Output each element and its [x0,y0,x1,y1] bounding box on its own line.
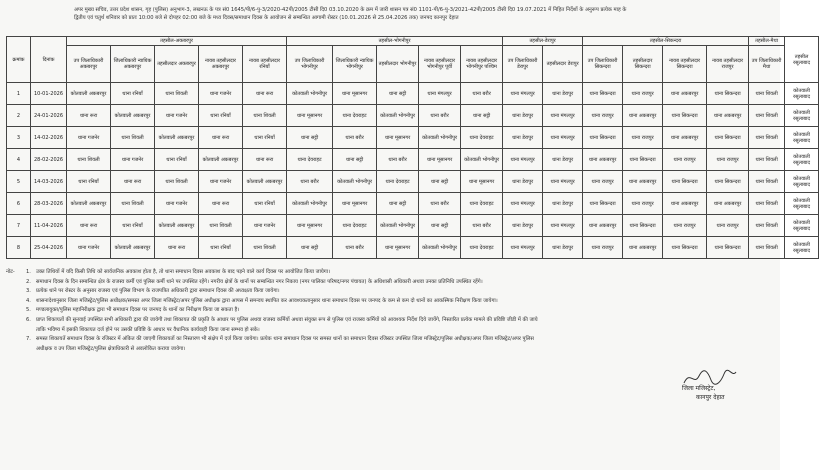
station-cell: थाना शिवली [749,83,785,105]
station-cell: कोतवाली अकबरपुर [155,127,199,149]
station-cell: थाना मंगलपुर [543,105,583,127]
station-cell: थाना रूरा [155,237,199,259]
station-cell: थाना रूरा [243,149,287,171]
station-cell: थाना शिवली [155,83,199,105]
station-cell: थाना शिवली [749,149,785,171]
station-cell: थाना मूसानगर [333,193,377,215]
note-item [26,335,772,345]
station-cell: थाना डेरापुर [503,215,543,237]
sub-header-cell: जिलाधिकारी न्यायिक भोगनीपुर [333,46,377,83]
station-cell: थाना शिवली [749,237,785,259]
note-number: 4. [26,297,31,304]
station-cell: थाना डेरापुर [503,105,543,127]
serial-cell: 1 [7,83,31,105]
note-item [26,278,772,288]
station-cell: थाना सिकन्दरा [707,83,749,105]
note-text: मण्डलायुक्त/पुलिस महानिरीक्षक द्वारा भी समाधान दिवस पर जनपद के थानों का निरीक्षण किया जा सकता है। [36,307,240,314]
col-header-serial: क्रमांक [7,37,31,83]
notes-section [6,268,772,354]
note-text: प्रत्येक थाने पर रोस्टर के अनुसार राजस्व एवं पुलिस विभाग के राजपत्रित अधिकारी द्वारा समाधान दिवस की अध्यक्षता किया जायेगा। [36,288,280,295]
note-item [26,268,772,278]
station-cell: थाना देवराहट [287,149,333,171]
station-cell: थाना अकबरपुर [663,193,707,215]
note-text: समस्त शिकायतें समाधान दिवस के रजिस्टर में अंकित की जाएगी शिकायतों का निस्तारण भी संक्षेप में दर्ज किया जायेगा। प्रत्येक थाना समाधान दिवस पर समस्त थानों का समाधान दिवस रजिस्टर उपस्थित जिला मजिस्ट्रेट/पुलिस अधीक्षक/अपर जिला मजिस्ट्रेट/अपर पुलिस [36,336,534,343]
sub-header-cell: तहसीलदार अकबरपुर [155,46,199,83]
header-line-2: द्वितीय एवं चतुर्थ शनिवार को प्रातः 10:00 बजे से दोपहर 02:00 बजे के मध्य दिवस/समाधान दिवस के आयोजन से सम्बन्धित आगामी रोस्टर (10.01.2026 से 25.04.2026 तक) जनपद कानपुर देहात [74,15,459,21]
date-cell: 11-04-2026 [31,215,67,237]
station-cell: कोतवाली रसूलाबाद [785,127,819,149]
date-cell: 10-01-2026 [31,83,67,105]
station-cell: थाना मंगलपुर [503,149,543,171]
date-cell: 14-03-2026 [31,171,67,193]
station-cell: थाना सिकन्दरा [663,105,707,127]
station-cell: थाना अकबरपुर [623,171,663,193]
station-cell: थाना डेरापुर [503,171,543,193]
station-cell: थाना मंगलपुर [543,215,583,237]
date-cell: 28-03-2026 [31,193,67,215]
station-cell: थाना बरौर [333,127,377,149]
note-text: अधीक्षक व उप जिला मजिस्ट्रेट/पुलिस क्षेत्राधिकारी से अवलोकित कराया जायेगा। [36,345,186,352]
station-cell: थाना मूसानगर [419,149,461,171]
station-cell: थाना रनियाँ [67,171,111,193]
sub-header-cell: तहसीलदार भोगनीपुर [377,46,419,83]
station-cell: थाना सिकन्दरा [623,215,663,237]
table-row [7,193,819,215]
station-cell: थाना गजनेर [67,127,111,149]
station-cell: कोतवाली रसूलाबाद [785,215,819,237]
station-cell: थाना डेरापुर [543,149,583,171]
signature-scribble-icon [680,368,740,388]
station-cell: थाना सिकन्दरा [663,237,707,259]
sub-header-cell: जिलाधिकारी न्यायिक अकबरपुर [111,46,155,83]
note-item [26,345,772,355]
station-cell: थाना देवराहट [377,171,419,193]
station-cell: कोतवाली भोगनीपुर [419,237,461,259]
station-cell: थाना बरौर [419,193,461,215]
station-cell: थाना सिकन्दरा [583,83,623,105]
station-cell: थाना शिवली [111,127,155,149]
header-line-1: अपर मुख्य सचिव, उत्तर प्रदेश शासन, गृह (पुलिस) अनुभाग-3, लखनऊ के पत्र सं0 1645/पी/6-पु-3/2020-42पी/2005 टीसी दि0 03.10.2020 के क्रम में जारी शासन पत्र सं0 1101-पी/6-पु-3/2021-42पी/2005 टीसी दि0 19.07.2021 में निहित निर्देशों के अनुरूप प्रत्येक माह के [74,7,627,13]
table-row [7,105,819,127]
notes-label: नोट- [6,269,15,275]
group-header-rasoolabad: तहसील रसूलाबाद [785,37,819,83]
station-cell: कोतवाली भोगनीपुर [461,149,503,171]
station-cell: थाना बरौर [377,149,419,171]
station-cell: थाना राजपुर [623,127,663,149]
station-cell: कोतवाली भोगनीपुर [287,83,333,105]
station-cell: थाना राजपुर [583,105,623,127]
station-cell: कोतवाली भोगनीपुर [377,215,419,237]
station-cell: थाना देवराहट [333,105,377,127]
station-cell: थाना राजपुर [663,149,707,171]
station-cell: कोतवाली भोगनीपुर [333,171,377,193]
station-cell: थाना मंगलपुर [419,83,461,105]
station-cell: थाना राजपुर [623,83,663,105]
station-cell: कोतवाली भोगनीपुर [377,105,419,127]
station-cell: थाना रनियाँ [111,215,155,237]
station-cell: थाना सट्टी [377,193,419,215]
note-text: ताकि भविष्य में इसकी शिकायत दर्ज होने पर उसकी प्रविष्टि के आधार पर वैधानिक कार्यवाही किया जाना सम्भव हो सके। [36,326,260,333]
station-cell: कोतवाली भोगनीपुर [287,193,333,215]
sub-header-cell: उप जिलाधिकारी भोगनीपुर [287,46,333,83]
station-cell: थाना डेरापुर [543,193,583,215]
station-cell: थाना मंगलपुर [543,171,583,193]
date-cell: 14-02-2026 [31,127,67,149]
station-cell: थाना राजपुर [583,237,623,259]
station-cell: थाना अकबरपुर [583,149,623,171]
note-text: शासनादेशानुसार जिला मजिस्ट्रेट/पुलिस अधीक्षक/समस्त अपर जिला मजिस्ट्रेट/अपर पुलिस अधीक्षक द्वारा आपस में समन्वय स्थापित कर आवश्यकतानुसार थाना समाधान दिवस पर जनपद के कम से कम दो थानों का आकस्मिक निरीक्षण किया जायेगा। [36,297,498,304]
station-cell: थाना सिकन्दरा [707,127,749,149]
station-cell: थाना शिवली [243,105,287,127]
station-cell: कोतवाली भोगनीपुर [419,127,461,149]
station-cell: थाना शिवली [749,193,785,215]
serial-cell: 5 [7,171,31,193]
group-header-bhognipur: तहसील-भोगनीपुर [287,37,503,46]
station-cell: कोतवाली अकबरपुर [111,237,155,259]
station-cell: थाना रनियाँ [199,105,243,127]
document-header [74,6,774,22]
note-number: 7. [26,336,31,343]
station-cell: थाना राजपुर [707,149,749,171]
station-cell: थाना राजपुर [623,193,663,215]
station-cell: थाना रनियाँ [243,127,287,149]
station-cell: थाना सिकन्दरा [583,127,623,149]
station-cell: थाना गजनेर [199,83,243,105]
note-number: 5. [26,307,31,314]
station-cell: थाना सट्टी [377,83,419,105]
group-header-derapur: तहसील-डेरापुर [503,37,583,46]
sub-header-cell: नायब तहसीलदार सिकन्दरा [663,46,707,83]
station-cell: थाना शिवली [749,215,785,237]
note-text: प्राप्त शिकायतों की सुनवाई उपस्थित सभी अधिकारी द्वारा की जायेगी तथा शिकायत की प्रकृति के आधार पर पुलिस अथवा राजस्व कर्मियों अथवा संयुक्त रूप से पुलिस एवं राजस्व कर्मियों को आवश्यक निर्देश दिये जायेंगे, निस्तारित प्रत्येक मामले की प्रविष्टि जीडी में की जाये [36,316,538,323]
station-cell: थाना रूरा [199,193,243,215]
note-number: 3. [26,288,31,295]
serial-cell: 2 [7,105,31,127]
station-cell: थाना बरौर [461,83,503,105]
station-cell: थाना देवराहट [461,127,503,149]
station-cell: कोतवाली रसूलाबाद [785,237,819,259]
signature-title: जिला मजिस्ट्रेट, [682,385,716,392]
sub-header-cell: तहसीलदार सिकन्दरा [623,46,663,83]
station-cell: थाना सट्टी [461,105,503,127]
station-cell: थाना गजनेर [199,171,243,193]
sub-header-cell: नायब तहसीलदार भोगनीपुर पूर्वी [419,46,461,83]
station-cell: थाना सिकन्दरा [663,171,707,193]
date-cell: 25-04-2026 [31,237,67,259]
group-header-sikandara: तहसील-सिकन्दरा [583,37,749,46]
sub-header-cell: उप जिलाधिकारी सिकन्दरा [583,46,623,83]
station-cell: थाना अकबरपुर [623,237,663,259]
station-cell: थाना रूरा [243,83,287,105]
station-cell: थाना अकबरपुर [663,83,707,105]
group-header-row [7,37,819,46]
station-cell: थाना मूसानगर [461,171,503,193]
sub-header-cell: उप जिलाधिकारी डेरापुर [503,46,543,83]
station-cell: थाना शिवली [67,149,111,171]
station-cell: कोतवाली अकबरपुर [243,171,287,193]
station-cell: थाना शिवली [243,237,287,259]
station-cell: थाना गजनेर [155,105,199,127]
station-cell: थाना बरौर [287,171,333,193]
signature-block [682,384,725,402]
station-cell: थाना रूरा [199,127,243,149]
station-cell: थाना अकबरपुर [707,193,749,215]
station-cell: थाना गजनेर [155,193,199,215]
note-item [26,306,772,316]
sub-header-cell: तहसीलदार डेरापुर [543,46,583,83]
station-cell: थाना रनियाँ [155,149,199,171]
note-item [26,297,772,307]
table-row [7,83,819,105]
station-cell: थाना गजनेर [111,149,155,171]
station-cell: थाना गजनेर [243,215,287,237]
station-cell: थाना मूसानगर [333,83,377,105]
station-cell: थाना रनियाँ [111,83,155,105]
station-cell: कोतवाली अकबरपुर [155,215,199,237]
station-cell: थाना मूसानगर [377,127,419,149]
station-cell: थाना शिवली [155,171,199,193]
station-cell: कोतवाली अकबरपुर [67,83,111,105]
note-item [26,287,772,297]
note-text: समाधान दिवस के दिन सम्बन्धित क्षेत्र के राजस्व कर्मी एवं पुलिस कर्मी थाने पर उपस्थित रहेंगे। नगरीय क्षेत्रों के थानों पर सम्बन्धित नगर निकाय (नगर पालिका परिषद/नगर पंचायत) के अधिशासी अधिकारी अथवा उनका प्रतिनिधि उपस्थित रहेंगे। [36,278,483,285]
note-number: 6. [26,316,31,323]
station-cell: थाना डेरापुर [543,237,583,259]
station-cell: कोतवाली अकबरपुर [111,105,155,127]
station-cell: थाना रूरा [111,171,155,193]
station-cell: थाना गजनेर [67,237,111,259]
station-cell: थाना अकबरपुर [663,127,707,149]
group-header-maitha: तहसील-मैथा [749,37,785,46]
station-cell: थाना शिवली [111,193,155,215]
date-cell: 24-01-2026 [31,105,67,127]
station-cell: थाना सिकन्दरा [707,237,749,259]
signature-place: कानपुर देहात [696,394,725,401]
sub-header-cell: उप जिलाधिकारी अकबरपुर [67,46,111,83]
station-cell: थाना देवराहट [461,193,503,215]
station-cell: थाना डेरापुर [543,83,583,105]
sub-header-cell: नायब तहसीलदार रनियाँ [243,46,287,83]
serial-cell: 4 [7,149,31,171]
station-cell: कोतवाली अकबरपुर [67,193,111,215]
station-cell: थाना सट्टी [287,127,333,149]
station-cell: थाना सट्टी [333,149,377,171]
station-cell: थाना मंगलपुर [503,193,543,215]
note-number: 2. [26,278,31,285]
station-cell: कोतवाली रसूलाबाद [785,193,819,215]
table-row [7,171,819,193]
station-cell: थाना डेरापुर [503,127,543,149]
serial-cell: 7 [7,215,31,237]
station-cell: थाना राजपुर [583,171,623,193]
station-cell: थाना मूसानगर [287,215,333,237]
station-cell: थाना राजपुर [663,215,707,237]
station-cell: कोतवाली रसूलाबाद [785,83,819,105]
station-cell: थाना मंगलपुर [503,83,543,105]
serial-cell: 8 [7,237,31,259]
station-cell: थाना सिकन्दरा [623,149,663,171]
serial-cell: 6 [7,193,31,215]
station-cell: थाना रूरा [67,215,111,237]
station-cell: थाना सट्टी [287,237,333,259]
station-cell: थाना रनियाँ [243,193,287,215]
station-cell: थाना मूसानगर [377,237,419,259]
note-item [26,326,772,336]
station-cell: थाना देवराहट [333,215,377,237]
sub-header-cell: उप जिलाधिकारी मैथा [749,46,785,83]
station-cell: थाना बरौर [461,215,503,237]
station-cell: थाना बरौर [419,105,461,127]
date-cell: 28-02-2026 [31,149,67,171]
station-cell: थाना सिकन्दरा [707,171,749,193]
table-row [7,149,819,171]
station-cell: थाना शिवली [749,127,785,149]
sub-header-cell: नायब तहसीलदार अकबरपुर [199,46,243,83]
table-row [7,237,819,259]
station-cell: थाना सट्टी [419,215,461,237]
station-cell: थाना राजपुर [707,215,749,237]
note-number: 1. [26,269,31,275]
sub-header-row [7,46,819,83]
station-cell: थाना अकबरपुर [707,105,749,127]
station-cell: थाना अकबरपुर [583,215,623,237]
table-row [7,215,819,237]
serial-cell: 3 [7,127,31,149]
station-cell: कोतवाली रसूलाबाद [785,105,819,127]
station-cell: थाना शिवली [749,171,785,193]
table-row [7,127,819,149]
sub-header-cell: नायब तहसीलदार भोगनीपुर पश्चिम [461,46,503,83]
station-cell: थाना बरौर [333,237,377,259]
station-cell: थाना सट्टी [419,171,461,193]
sub-header-cell: नायब तहसीलदार राजपुर [707,46,749,83]
station-cell: कोतवाली रसूलाबाद [785,171,819,193]
station-cell: थाना शिवली [199,215,243,237]
station-cell: थाना रनियाँ [199,237,243,259]
station-cell: थाना अकबरपुर [623,105,663,127]
station-cell: थाना मंगलपुर [503,237,543,259]
note-item [26,316,772,326]
roster-table [6,36,819,259]
station-cell: कोतवाली अकबरपुर [199,149,243,171]
note-text: उक्त तिथियों में यदि किसी तिथि को सार्वजनिक अवकाश होता है, तो थाना समाधान दिवस अवकाश के बाद पड़ने वाले कार्य दिवस पर आयोजित किया जायेगा। [36,269,331,275]
col-header-date: दिनांक [31,37,67,83]
station-cell: थाना मूसानगर [287,105,333,127]
station-cell: थाना रूरा [67,105,111,127]
group-header-akbarpur: तहसील-अकबरपुर [67,37,287,46]
station-cell: कोतवाली रसूलाबाद [785,149,819,171]
station-cell: थाना देवराहट [461,237,503,259]
station-cell: थाना शिवली [749,105,785,127]
station-cell: थाना मंगलपुर [543,127,583,149]
station-cell: थाना सिकन्दरा [583,193,623,215]
